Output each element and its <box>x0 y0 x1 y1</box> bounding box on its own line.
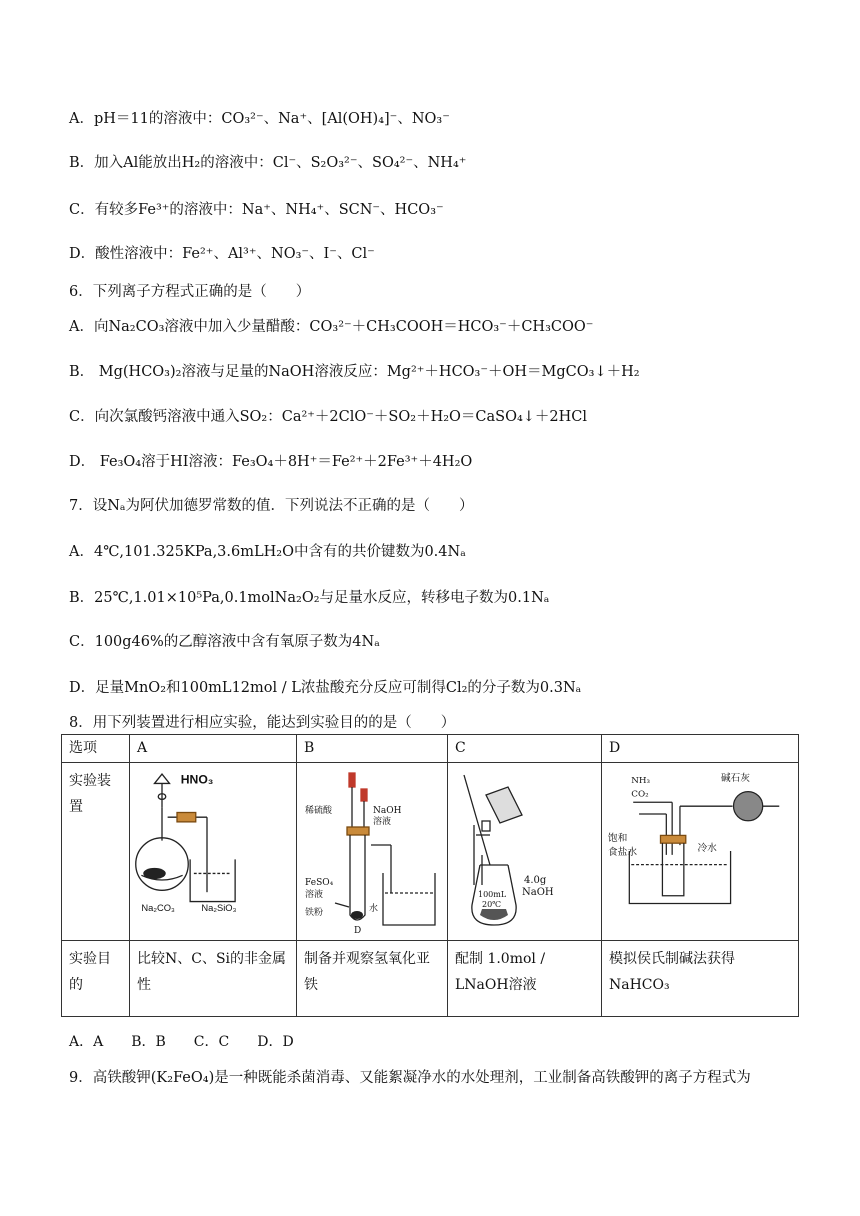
header-cell: 选项 <box>62 735 130 763</box>
label-solution-1: 溶液 <box>373 817 392 827</box>
label-naoh-c: NaOH <box>522 887 554 898</box>
q6-option-c: C．向次氯酸钙溶液中通入SO₂：Ca²⁺＋2ClO⁻＋SO₂＋H₂O＝CaSO₄↓＋2HCl <box>69 409 588 425</box>
apparatus-d-diagram <box>604 765 789 935</box>
label-iron-powder: 铁粉 <box>305 908 324 918</box>
label-hno3: HNO₃ <box>180 772 214 787</box>
apparatus-a-diagram <box>132 765 282 935</box>
label-saturated: 饱和 <box>607 833 628 845</box>
label-solution-2: 溶液 <box>305 890 324 900</box>
purpose-a: 比较N、C、Si的非金属性 <box>130 941 297 1017</box>
purpose-b: 制备并观察氢氧化亚铁 <box>297 941 448 1017</box>
purpose-row <box>62 941 799 1017</box>
q5-option-c: C．有较多Fe³⁺的溶液中：Na⁺、NH₄⁺、SCN⁻、HCO₃⁻ <box>69 202 444 218</box>
label-na2co3: Na₂CO₃ <box>141 902 175 913</box>
q6-stem: 6．下列离子方程式正确的是（ ） <box>69 284 311 300</box>
apparatus-c-diagram <box>450 765 600 935</box>
q5-option-d: D．酸性溶液中：Fe²⁺、Al³⁺、NO₃⁻、I⁻、Cl⁻ <box>69 246 375 262</box>
q7-stem: 7．设Nₐ为阿伏加德罗常数的值．下列说法不正确的是（ ） <box>69 498 474 514</box>
label-brine: 食盐水 <box>607 846 638 858</box>
header-cell: A <box>130 735 297 763</box>
apparatus-c-cell <box>448 763 602 941</box>
label-100ml: 100mL <box>478 890 507 899</box>
label-naoh: NaOH <box>373 806 402 816</box>
q7-option-b: B．25℃,1.01×10⁵Pa,0.1molNa₂O₂与足量水反应，转移电子数为0.1Nₐ <box>69 590 550 606</box>
q6-option-b: B． Mg(HCO₃)₂溶液与足量的NaOH溶液反应：Mg²⁺＋HCO₃⁻＋OH＝MgCO₃↓＋H₂ <box>69 364 640 380</box>
q7-option-d: D．足量MnO₂和100mL12mol / L浓盐酸充分反应可制得Cl₂的分子数为0.3Nₐ <box>69 680 582 696</box>
q7-option-c: C．100g46%的乙醇溶液中含有氧原子数为4Nₐ <box>69 634 380 650</box>
header-cell: C <box>448 735 602 763</box>
apparatus-row <box>62 763 799 941</box>
label-na2sio3: Na₂SiO₃ <box>201 902 237 913</box>
table-header-row <box>62 735 799 763</box>
label-co2: CO₂ <box>631 789 649 800</box>
row-label-purpose: 实验目的 <box>62 941 130 1017</box>
label-nh3: NH₃ <box>631 775 651 786</box>
purpose-c: 配制 1.0mol / LNaOH溶液 <box>448 941 602 1017</box>
row-label-apparatus: 实验装置 <box>62 763 130 941</box>
q6-option-d: D． Fe₃O₄溶于HI溶液：Fe₃O₄＋8H⁺＝Fe²⁺＋2Fe³⁺＋4H₂O <box>69 454 473 470</box>
apparatus-d-cell <box>602 763 799 941</box>
label-dilute-sulfuric: 稀硫酸 <box>305 806 333 816</box>
q6-option-a: A．向Na₂CO₃溶液中加入少量醋酸：CO₃²⁻＋CH₃COOH＝HCO₃⁻＋CH₃COO⁻ <box>69 319 594 335</box>
q8-stem: 8．用下列装置进行相应实验，能达到实验目的的是（ ） <box>69 715 456 731</box>
apparatus-b-diagram <box>299 765 449 935</box>
q5-option-b: B．加入Al能放出H₂的溶液中：Cl⁻、S₂O₃²⁻、SO₄²⁻、NH₄⁺ <box>69 155 467 171</box>
q9-stem: 9．高铁酸钾(K₂FeO₄)是一种既能杀菌消毒、又能絮凝净水的水处理剂，工业制备高铁酸钾的离子方程式为 <box>69 1070 751 1086</box>
apparatus-a-cell <box>130 763 297 941</box>
label-4g: 4.0g <box>524 875 547 886</box>
label-soda-lime: 碱石灰 <box>720 772 750 784</box>
apparatus-b-cell <box>297 763 448 941</box>
q7-option-a: A．4℃,101.325KPa,3.6mLH₂O中含有的共价键数为0.4Nₐ <box>69 544 466 560</box>
q5-option-a: A．pH＝11的溶液中：CO₃²⁻、Na⁺、[Al(OH)₄]⁻、NO₃⁻ <box>69 111 450 127</box>
label-water: 水 <box>369 904 379 914</box>
q8-options: A．A B．B C．C D．D <box>69 1034 294 1050</box>
header-cell: D <box>602 735 799 763</box>
label-feso4: FeSO₄ <box>305 878 334 888</box>
label-20c: 20℃ <box>482 900 502 909</box>
purpose-d: 模拟侯氏制碱法获得 NaHCO₃ <box>602 941 799 1017</box>
label-d: D <box>354 926 362 935</box>
experiment-table <box>61 734 799 1017</box>
header-cell: B <box>297 735 448 763</box>
label-cold-water: 冷水 <box>697 842 717 854</box>
